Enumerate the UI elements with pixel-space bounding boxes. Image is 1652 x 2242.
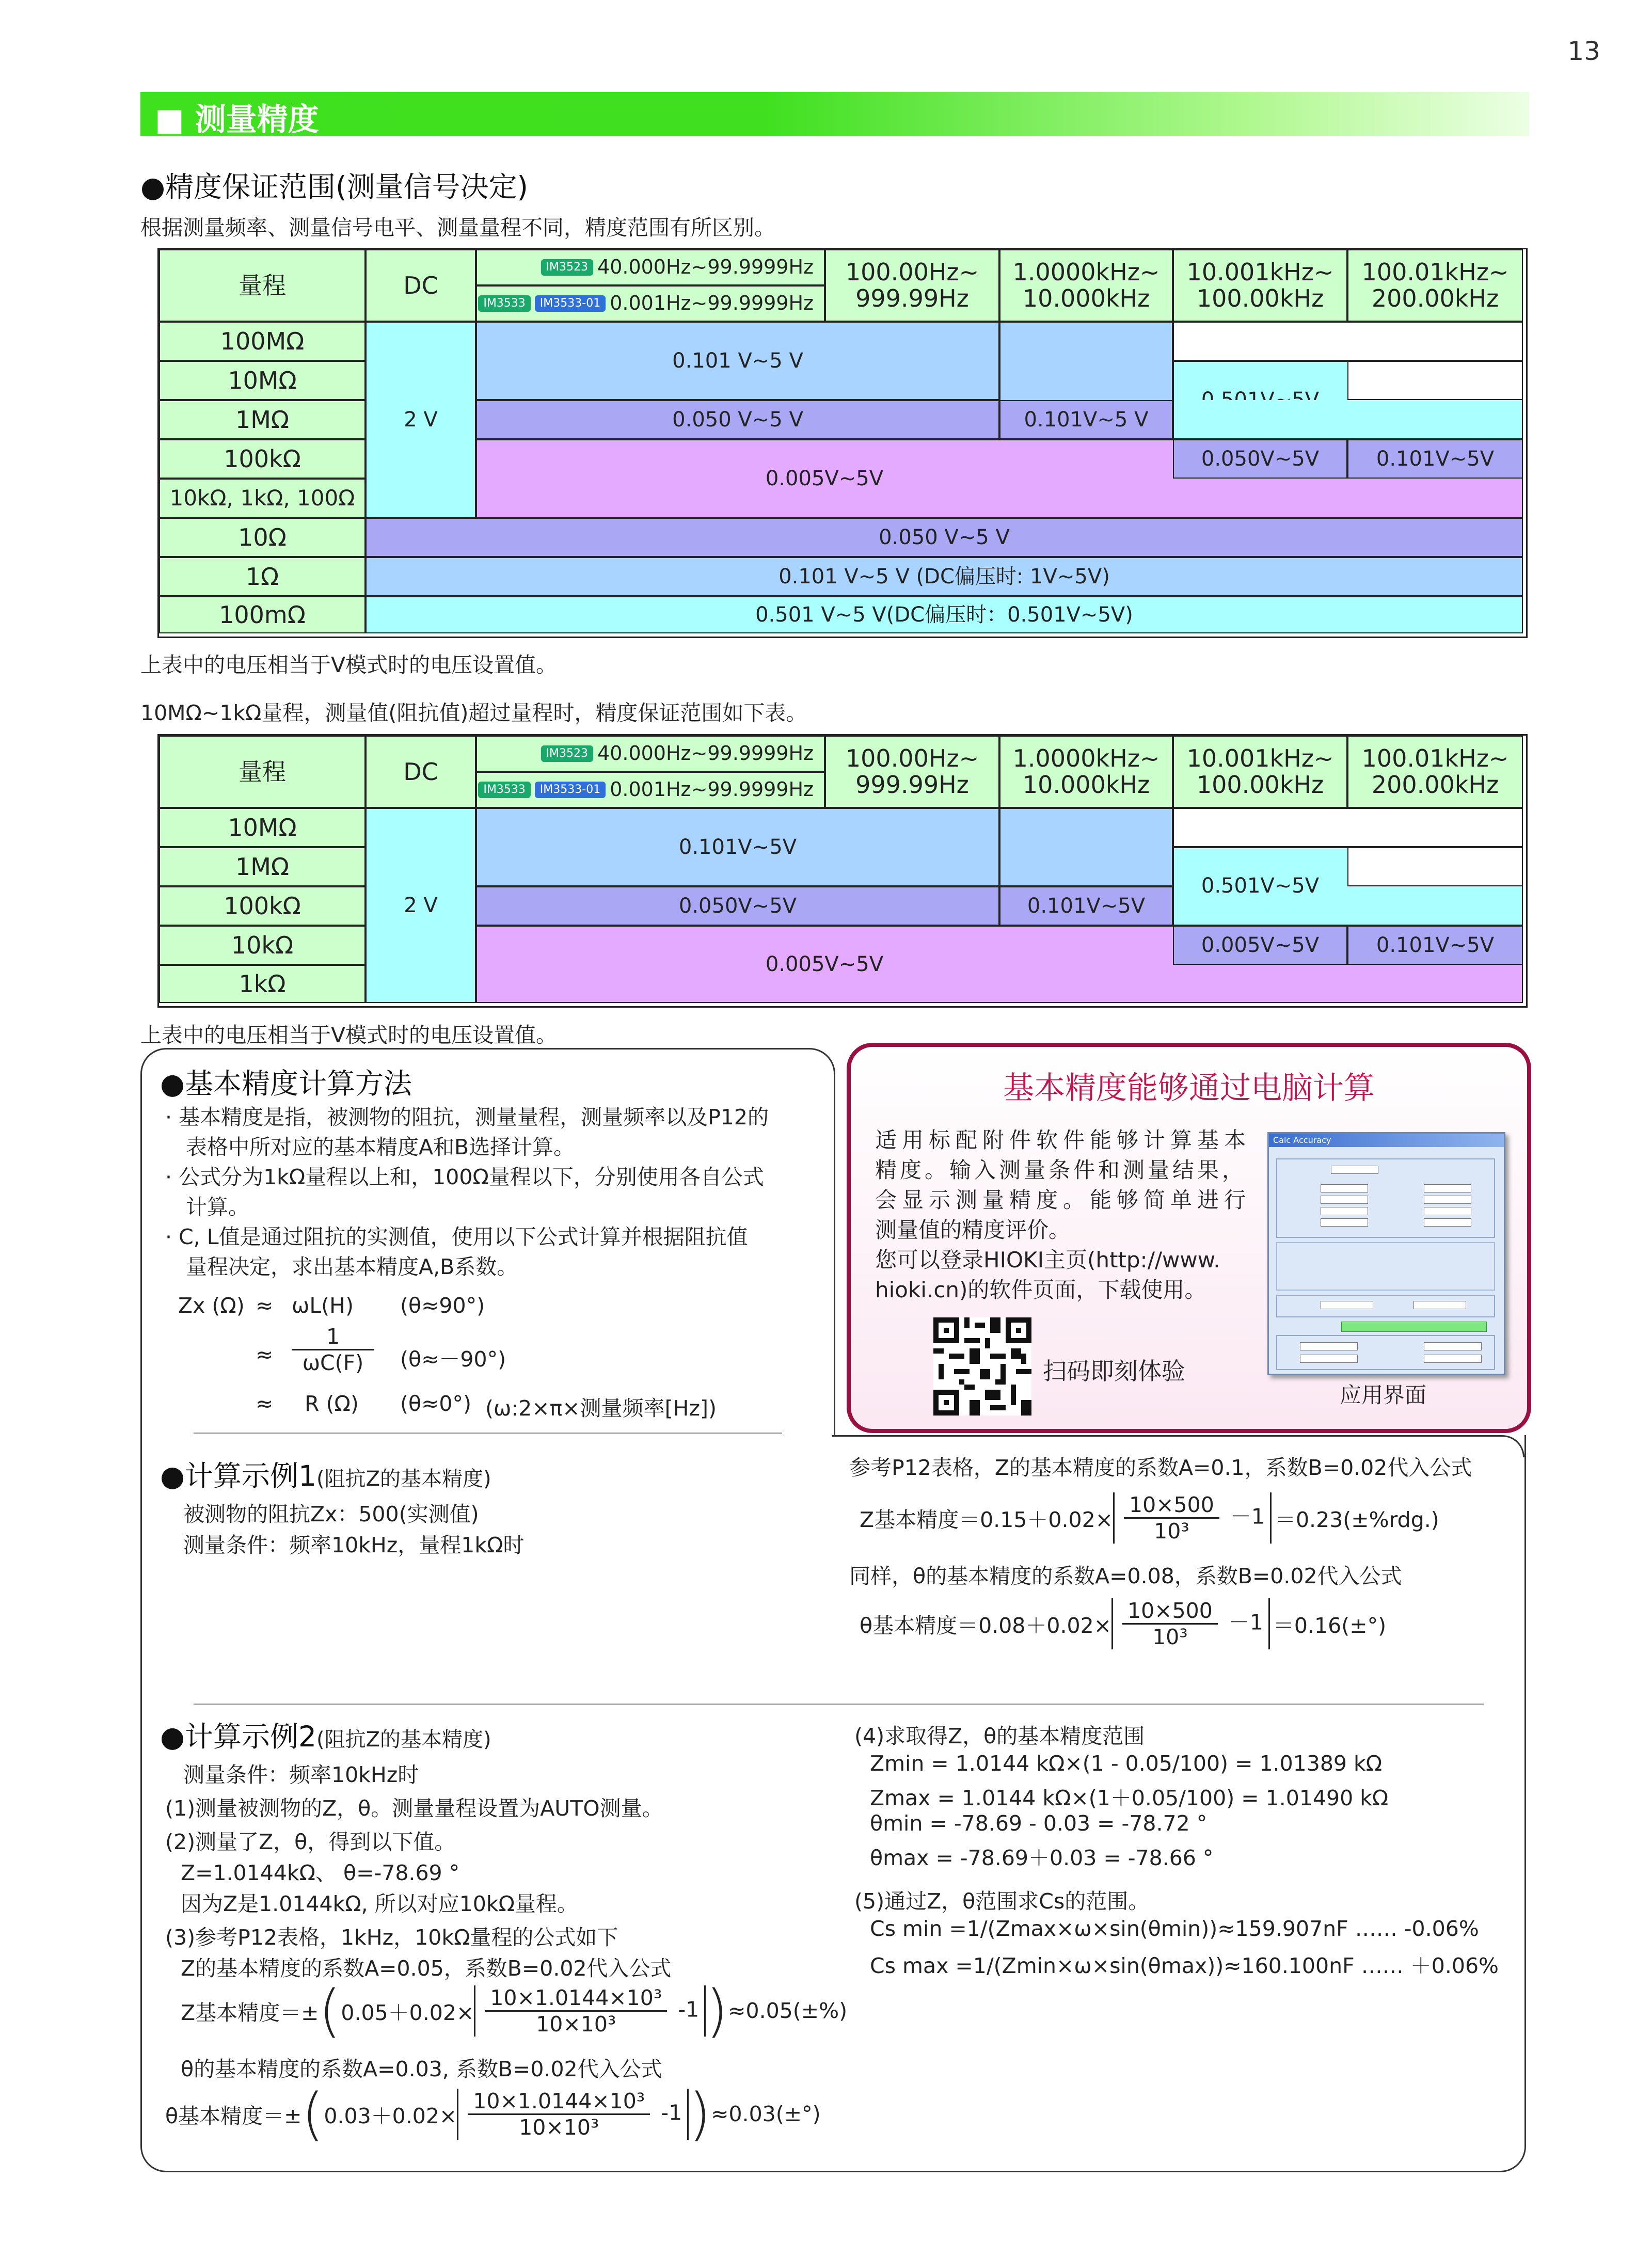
formula-r: R (Ω) [305,1391,359,1416]
range-label: 0.501V~5V [1201,874,1320,898]
pc-line: 适用标配附件软件能够计算基本 [875,1127,1251,1153]
minus-one: －1 [1228,1610,1263,1634]
frac-num: 10×1.0144×10³ [468,2089,650,2115]
basic-heading: ●基本精度计算方法 [160,1067,412,1100]
badge-im3533: IM3533 [478,295,530,312]
header-dc: DC [366,736,476,808]
row-label: 10MΩ [159,361,366,400]
header-freq-im3523 [476,249,825,285]
app-field [1424,1207,1471,1215]
example1-title: ●计算示例1 [160,1459,316,1492]
app-field [1321,1196,1368,1204]
header-freq-im3533 [476,772,825,808]
app-field [1300,1355,1358,1363]
example2-title: ●计算示例2 [160,1720,316,1753]
z-inner: 0.05＋0.02× [341,2000,474,2025]
range-cell-blank [1173,808,1523,847]
row-label: 1MΩ [159,847,366,886]
app-field [1424,1218,1471,1227]
section-title: ■ 测量精度 [155,102,319,138]
example1-line: 测量条件：频率10kHz，量程1kΩ时 [183,1533,525,1557]
header-col3: 100.00Hz~ 999.99Hz [825,249,999,322]
range-cell: 0.050V~5V [476,886,999,926]
pc-line: 您可以登录HIOKI主页(http://www. [875,1247,1220,1273]
paren-close: ) [706,1978,728,2044]
row-label: 100mΩ [159,596,366,633]
row-label: 1kΩ [159,965,366,1003]
approx-sign: ≈ [256,1293,274,1318]
fraction [485,1985,667,2037]
examples-frame-top [832,1435,1524,1457]
header-range: 量程 [159,736,366,808]
example1-ref: 参考P12表格，Z的基本精度的系数A=0.1，系数B=0.02代入公式 [849,1455,1472,1480]
range-cell: 0.101 V~5 V [476,322,999,400]
freq-range-b: 0.001Hz~99.9999Hz [610,292,814,315]
row-label: 100kΩ [159,439,366,479]
freq-range-a: 40.000Hz~99.9999Hz [597,742,814,765]
range-label: 0.005V~5V [765,952,884,976]
minus-one: -1 [661,2100,682,2125]
header-col5: 10.001kHz~ 100.00kHz [1173,736,1347,808]
example1-sub: (阻抗Z的基本精度) [316,1467,491,1491]
paren-open: ( [319,1978,341,2044]
pc-line: 会显示测量精度。能够简单进行 [875,1187,1251,1213]
frac-num: 10×500 [1122,1598,1218,1625]
bullet-line: 量程决定，求出基本精度A,B系数。 [186,1254,518,1279]
app-screenshot [1267,1132,1505,1375]
badge-im3533: IM3533 [478,782,530,798]
dc-value: 2 V [366,808,476,1003]
bullet-line: · C, L值是通过阻抗的实测值，使用以下公式计算并根据阻抗值 [165,1225,748,1249]
example2-step: Z的基本精度的系数A=0.05，系数B=0.02代入公式 [181,1956,672,1981]
z-lhs: Z基本精度＝± [181,2000,319,2025]
app-field [1321,1184,1368,1192]
paren-open: ( [301,2081,324,2147]
example2-step: θmin = -78.69 - 0.03 = -78.72 ° [870,1811,1208,1836]
header-range: 量程 [159,249,366,322]
header-freq-im3533 [476,285,825,322]
header-col6: 100.01kHz~ 200.00kHz [1347,736,1523,808]
range-cell: 0.050 V~5 V [476,400,999,439]
theta-rhs: ≈0.03(±°) [711,2102,821,2126]
z-rhs: ≈0.05(±%) [728,1998,848,2023]
example2-step: (1)测量被测物的Z，θ。测量量程设置为AUTO测量。 [165,1796,663,1821]
example1-line: 被测物的阻抗Zx：500(实测值) [183,1502,479,1527]
range-cell-blank [999,322,1173,400]
dc-value: 2 V [366,322,476,518]
app-field [1321,1207,1368,1215]
row-label: 100kΩ [159,886,366,926]
bullet-line: 计算。 [186,1195,249,1219]
basic-bullets [165,1102,769,1282]
range-cell: 0.050 V~5 V [366,518,1523,557]
app-field [1321,1301,1373,1309]
abs-expr [457,2089,689,2140]
example2-z-formula [181,1980,847,2042]
badge-im3523: IM3523 [541,259,593,276]
bullet-line: · 基本精度是指，被测物的阻抗，测量量程，测量频率以及P12的 [165,1105,769,1130]
example2-step: (3)参考P12表格，1kHz，10kΩ量程的公式如下 [165,1925,618,1950]
range-cell: 0.101V~5V [999,886,1173,926]
row-label: 10Ω [159,518,366,557]
range-cell: 0.101 V~5 V (DC偏压时: 1V~5V) [366,557,1523,596]
example2-heading [160,1714,491,1755]
example2-cond: 测量条件：频率10kHz时 [183,1762,419,1787]
header-col6: 100.01kHz~ 200.00kHz [1347,249,1523,322]
row-label: 100MΩ [159,322,366,361]
example2-step: 因为Z是1.0144kΩ, 所以对应10kΩ量程。 [181,1891,578,1916]
formula-omega-note: (ω:2×π×测量频率[Hz]) [485,1396,717,1421]
approx-sign: ≈ [256,1391,274,1416]
example2-step: Z=1.0144kΩ、 θ=-78.69 ° [181,1861,460,1885]
badge-im3533-01: IM3533-01 [535,782,606,798]
table2-note: 上表中的电压相当于V模式时的电压设置值。 [140,1023,558,1047]
divider [194,1433,782,1434]
fraction [468,2089,650,2140]
header-col3: 100.00Hz~ 999.99Hz [825,736,999,808]
paren-close: ) [689,2081,711,2147]
abs-expr [474,1985,706,2037]
table1-note: 上表中的电压相当于V模式时的电压设置值。 [140,653,558,677]
row-label: 1Ω [159,557,366,596]
pc-calc-desc [875,1125,1251,1305]
header-dc: DC [366,249,476,322]
pc-line: 精度。输入测量条件和测量结果， [875,1157,1247,1183]
formula-cond1: (θ≈90°) [400,1293,485,1318]
divider [194,1704,1484,1705]
formula-wl: ωL(H) [292,1293,354,1318]
app-field [1424,1196,1471,1204]
example1-ref2: 同样，θ的基本精度的系数A=0.08，系数B=0.02代入公式 [849,1564,1402,1588]
example2-sub: (阻抗Z的基本精度) [316,1728,491,1752]
example2-step: (2)测量了Z，θ，得到以下值。 [165,1830,456,1854]
frac-num: 1 [292,1324,374,1350]
page-number: 13 [1567,36,1600,66]
example2-step: (5)通过Z，θ范围求Cs的范围。 [854,1889,1150,1914]
accuracy-range-desc: 根据测量频率、测量信号电平、测量量程不同，精度范围有所区别。 [140,215,775,240]
range-label: 0.005V~5V [765,467,884,490]
formula-zx: Zx (Ω) [178,1293,245,1318]
header-col5: 10.001kHz~ 100.00kHz [1173,249,1347,322]
example2-step: Cs min =1/(Zmax×ω×sin(θmin))≈159.907nF …… -0.06% [870,1916,1479,1941]
example2-step: θmax = -78.69＋0.03 = -78.66 ° [870,1846,1214,1870]
range-cell: 0.101V~5V [476,808,999,886]
app-title-bar: Calc Accuracy [1269,1134,1504,1147]
formula-cond2: (θ≈－90°) [400,1347,506,1372]
app-field [1331,1166,1378,1174]
frac-den: 10³ [1154,1518,1189,1544]
theta-lhs: θ基本精度＝0.08＋0.02× [860,1613,1112,1638]
z-rhs: ＝0.23(±%rdg.) [1274,1507,1439,1532]
table2-desc: 10MΩ~1kΩ量程，测量值(阻抗值)超过量程时，精度保证范围如下表。 [140,701,807,725]
range-cell: 0.101V~5 V [999,400,1173,439]
minus-one: -1 [678,1997,700,2022]
app-field [1424,1184,1471,1192]
example2-theta-formula [165,2083,821,2145]
row-label: 10kΩ, 1kΩ, 100Ω [159,479,366,518]
range-cell: 0.501 V~5 V(DC偏压时：0.501V~5V) [366,596,1523,633]
example2-step: Cs max =1/(Zmin×ω×sin(θmax))≈160.100nF …… ＋0.06% [870,1953,1499,1978]
theta-lhs: θ基本精度＝± [165,2103,302,2128]
frac-den: ωC(F) [302,1350,364,1375]
app-caption: 应用界面 [1340,1382,1427,1408]
frac-den: 10³ [1152,1624,1188,1649]
freq-range-a: 40.000Hz~99.9999Hz [597,256,814,279]
example2-step: (4)求取得Z，θ的基本精度范围 [854,1724,1145,1748]
row-label: 10MΩ [159,808,366,847]
minus-one: －1 [1230,1504,1265,1529]
range-cell-blank [1173,322,1523,361]
pc-line: 测量值的精度评价。 [875,1217,1071,1243]
app-field [1413,1301,1466,1309]
approx-sign: ≈ [256,1342,274,1367]
calc-button[interactable] [1341,1322,1487,1332]
example2-step: Zmax = 1.0144 kΩ×(1＋0.05/100) = 1.01490 kΩ [870,1786,1389,1810]
frac-num: 10×500 [1124,1492,1219,1519]
header-col4: 1.0000kHz~ 10.000kHz [999,736,1173,808]
freq-range-b: 0.001Hz~99.9999Hz [610,778,814,801]
range-cell: 0.005V~5V [1173,926,1347,965]
frac-den: 10×10³ [519,2114,599,2140]
range-cell: 0.050V~5V [1173,439,1347,479]
accuracy-table-1 [157,248,1528,638]
accuracy-table-2 [157,734,1528,1008]
app-field [1424,1355,1482,1363]
section-bar [140,92,1529,136]
badge-im3533-01: IM3533-01 [535,295,606,312]
scan-label: 扫码即刻体验 [1043,1357,1185,1385]
row-label: 10kΩ [159,926,366,965]
bullet-line: · 公式分为1kΩ量程以上和，100Ω量程以下，分别使用各自公式 [165,1165,764,1189]
qr-code[interactable] [933,1317,1031,1416]
theta-rhs: ＝0.16(±°) [1273,1613,1387,1638]
formula-cond3: (θ≈0°) [400,1391,472,1416]
bullet-line: 表格中所对应的基本精度A和B选择计算。 [186,1135,575,1159]
pc-calc-title: 基本精度能够通过电脑计算 [1003,1070,1375,1106]
range-cell: 0.101V~5V [1347,926,1523,965]
app-field [1321,1218,1368,1227]
frac-num: 10×1.0144×10³ [485,1985,667,2012]
pc-line: hioki.cn)的软件页面，下载使用。 [875,1277,1206,1302]
accuracy-range-heading: ●精度保证范围(测量信号决定) [140,170,528,203]
badge-im3523: IM3523 [541,745,593,762]
app-field [1424,1342,1482,1350]
range-cell: 0.101V~5V [1347,439,1523,479]
app-panel [1276,1335,1495,1370]
app-field [1300,1342,1358,1350]
z-lhs: Z基本精度＝0.15＋0.02× [860,1507,1114,1532]
range-cell-blank [1347,847,1523,886]
range-cell-blank [1173,400,1523,439]
app-panel [1276,1242,1495,1291]
header-col4: 1.0000kHz~ 10.000kHz [999,249,1173,322]
formula-frac [292,1324,374,1375]
row-label: 1MΩ [159,400,366,439]
example2-step: Zmin = 1.0144 kΩ×(1 - 0.05/100) = 1.01389 kΩ [870,1751,1383,1776]
header-freq-im3523 [476,736,825,772]
theta-inner: 0.03＋0.02× [324,2103,457,2128]
range-cell-blank [999,808,1173,886]
frac-den: 10×10³ [536,2011,616,2037]
example2-step: θ的基本精度的系数A=0.03, 系数B=0.02代入公式 [181,2057,662,2081]
